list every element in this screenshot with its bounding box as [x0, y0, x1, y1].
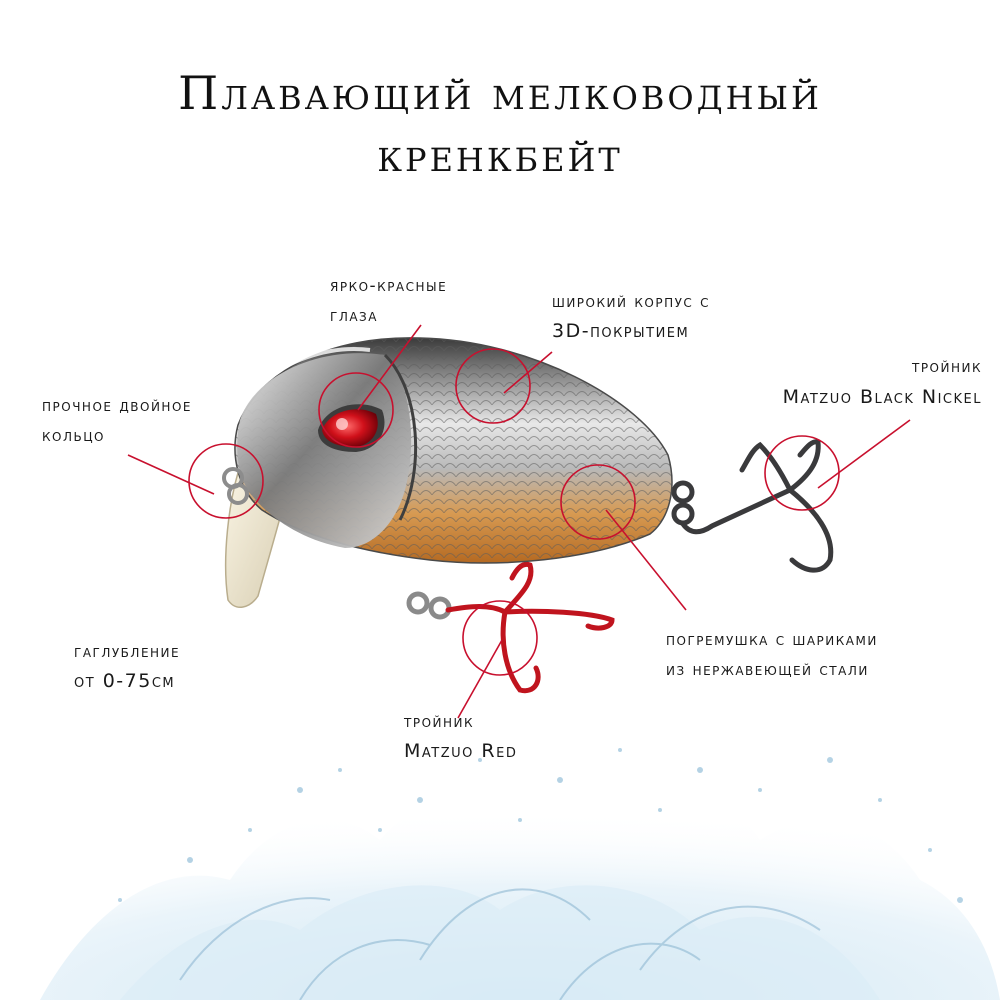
label-depth-line2: от 0-75см [74, 670, 176, 692]
label-body-line2: 3D-покрытием [552, 320, 690, 342]
label-depth-line1: гаглубление [74, 642, 181, 662]
leader-ring [128, 455, 214, 494]
title-line-1: Плавающий мелководный [178, 66, 822, 120]
label-eyes-line1: ярко-красные [330, 276, 448, 296]
label-belly-hook-line1: тройник [404, 712, 475, 732]
label-body-line1: широкий корпус с [552, 292, 711, 312]
label-rattle-line2: из нержавеющей стали [666, 660, 869, 680]
belly-treble-hook [409, 564, 612, 690]
label-belly-hook-line2: Matzuo Red [404, 740, 518, 762]
lure-body [230, 330, 680, 570]
rear-treble-hook [674, 442, 831, 570]
label-rear-hook-line2: Matzuo Black Nickel [782, 386, 982, 408]
label-ring-line1: прочное двойное [42, 396, 192, 416]
leader-belly-hook [458, 640, 502, 718]
leader-rear-hook [818, 420, 910, 488]
label-rattle-line1: погремушка с шариками [666, 630, 878, 650]
title-line-2: кренкбейт [377, 128, 623, 182]
water-splash [40, 748, 1000, 1000]
label-eyes-line2: глаза [330, 306, 378, 326]
label-rear-hook-line1: тройник [911, 357, 982, 377]
label-ring-line2: кольцо [42, 426, 105, 446]
